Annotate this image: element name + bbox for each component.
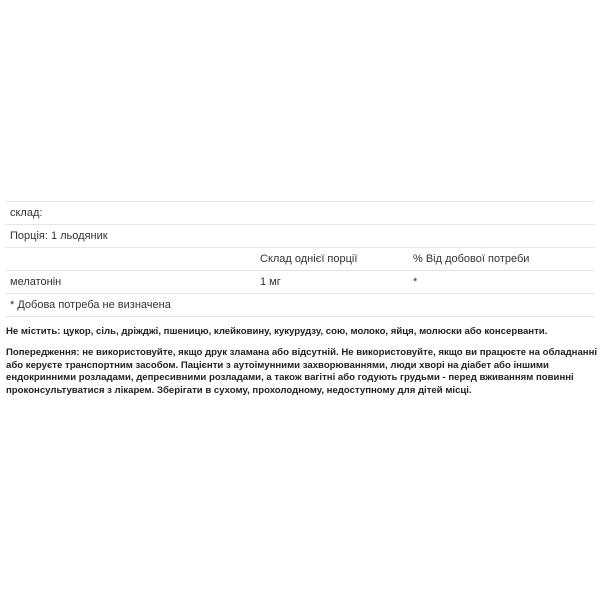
header-daily-value: % Від добової потреби (413, 253, 530, 265)
table-row (5, 271, 595, 294)
free-from-text: Не містить: цукор, сіль, дріжджі, пшеницю, клейковину, кукурудзу, сою, молоко, яйця, молюски або консерванти. (6, 326, 548, 337)
composition-label: склад: (10, 207, 43, 219)
serving-row (5, 225, 595, 248)
warning-text: Попередження: не використовуйте, якщо друк зламана або відсутній. Не використовуйте, якщо ви працюєте на обладнанні або керуєте транспортним засобом. Пацієнти з аутоімунними захворюваннями, люди хворі на діабет або іншими ендокринними розладами, депресивними розладами, а також вагітні або годують грудьми - перед вживанням повинні проконсультуватися з лікарем. Зберігати в сухому, прохолодному, недоступному для дітей місці. (6, 347, 598, 396)
ingredient-amount: 1 мг (260, 276, 281, 288)
header-row (5, 248, 595, 271)
ingredient-dv: * (413, 276, 418, 288)
header-amount: Склад однієї порції (260, 253, 358, 265)
supplement-facts-table (5, 201, 595, 317)
footnote-row (5, 294, 595, 317)
footnote: * Добова потреба не визначена (10, 299, 171, 311)
serving-size: Порція: 1 льодяник (10, 230, 108, 242)
composition-row (5, 202, 595, 225)
ingredient-name: мелатонін (10, 276, 62, 288)
